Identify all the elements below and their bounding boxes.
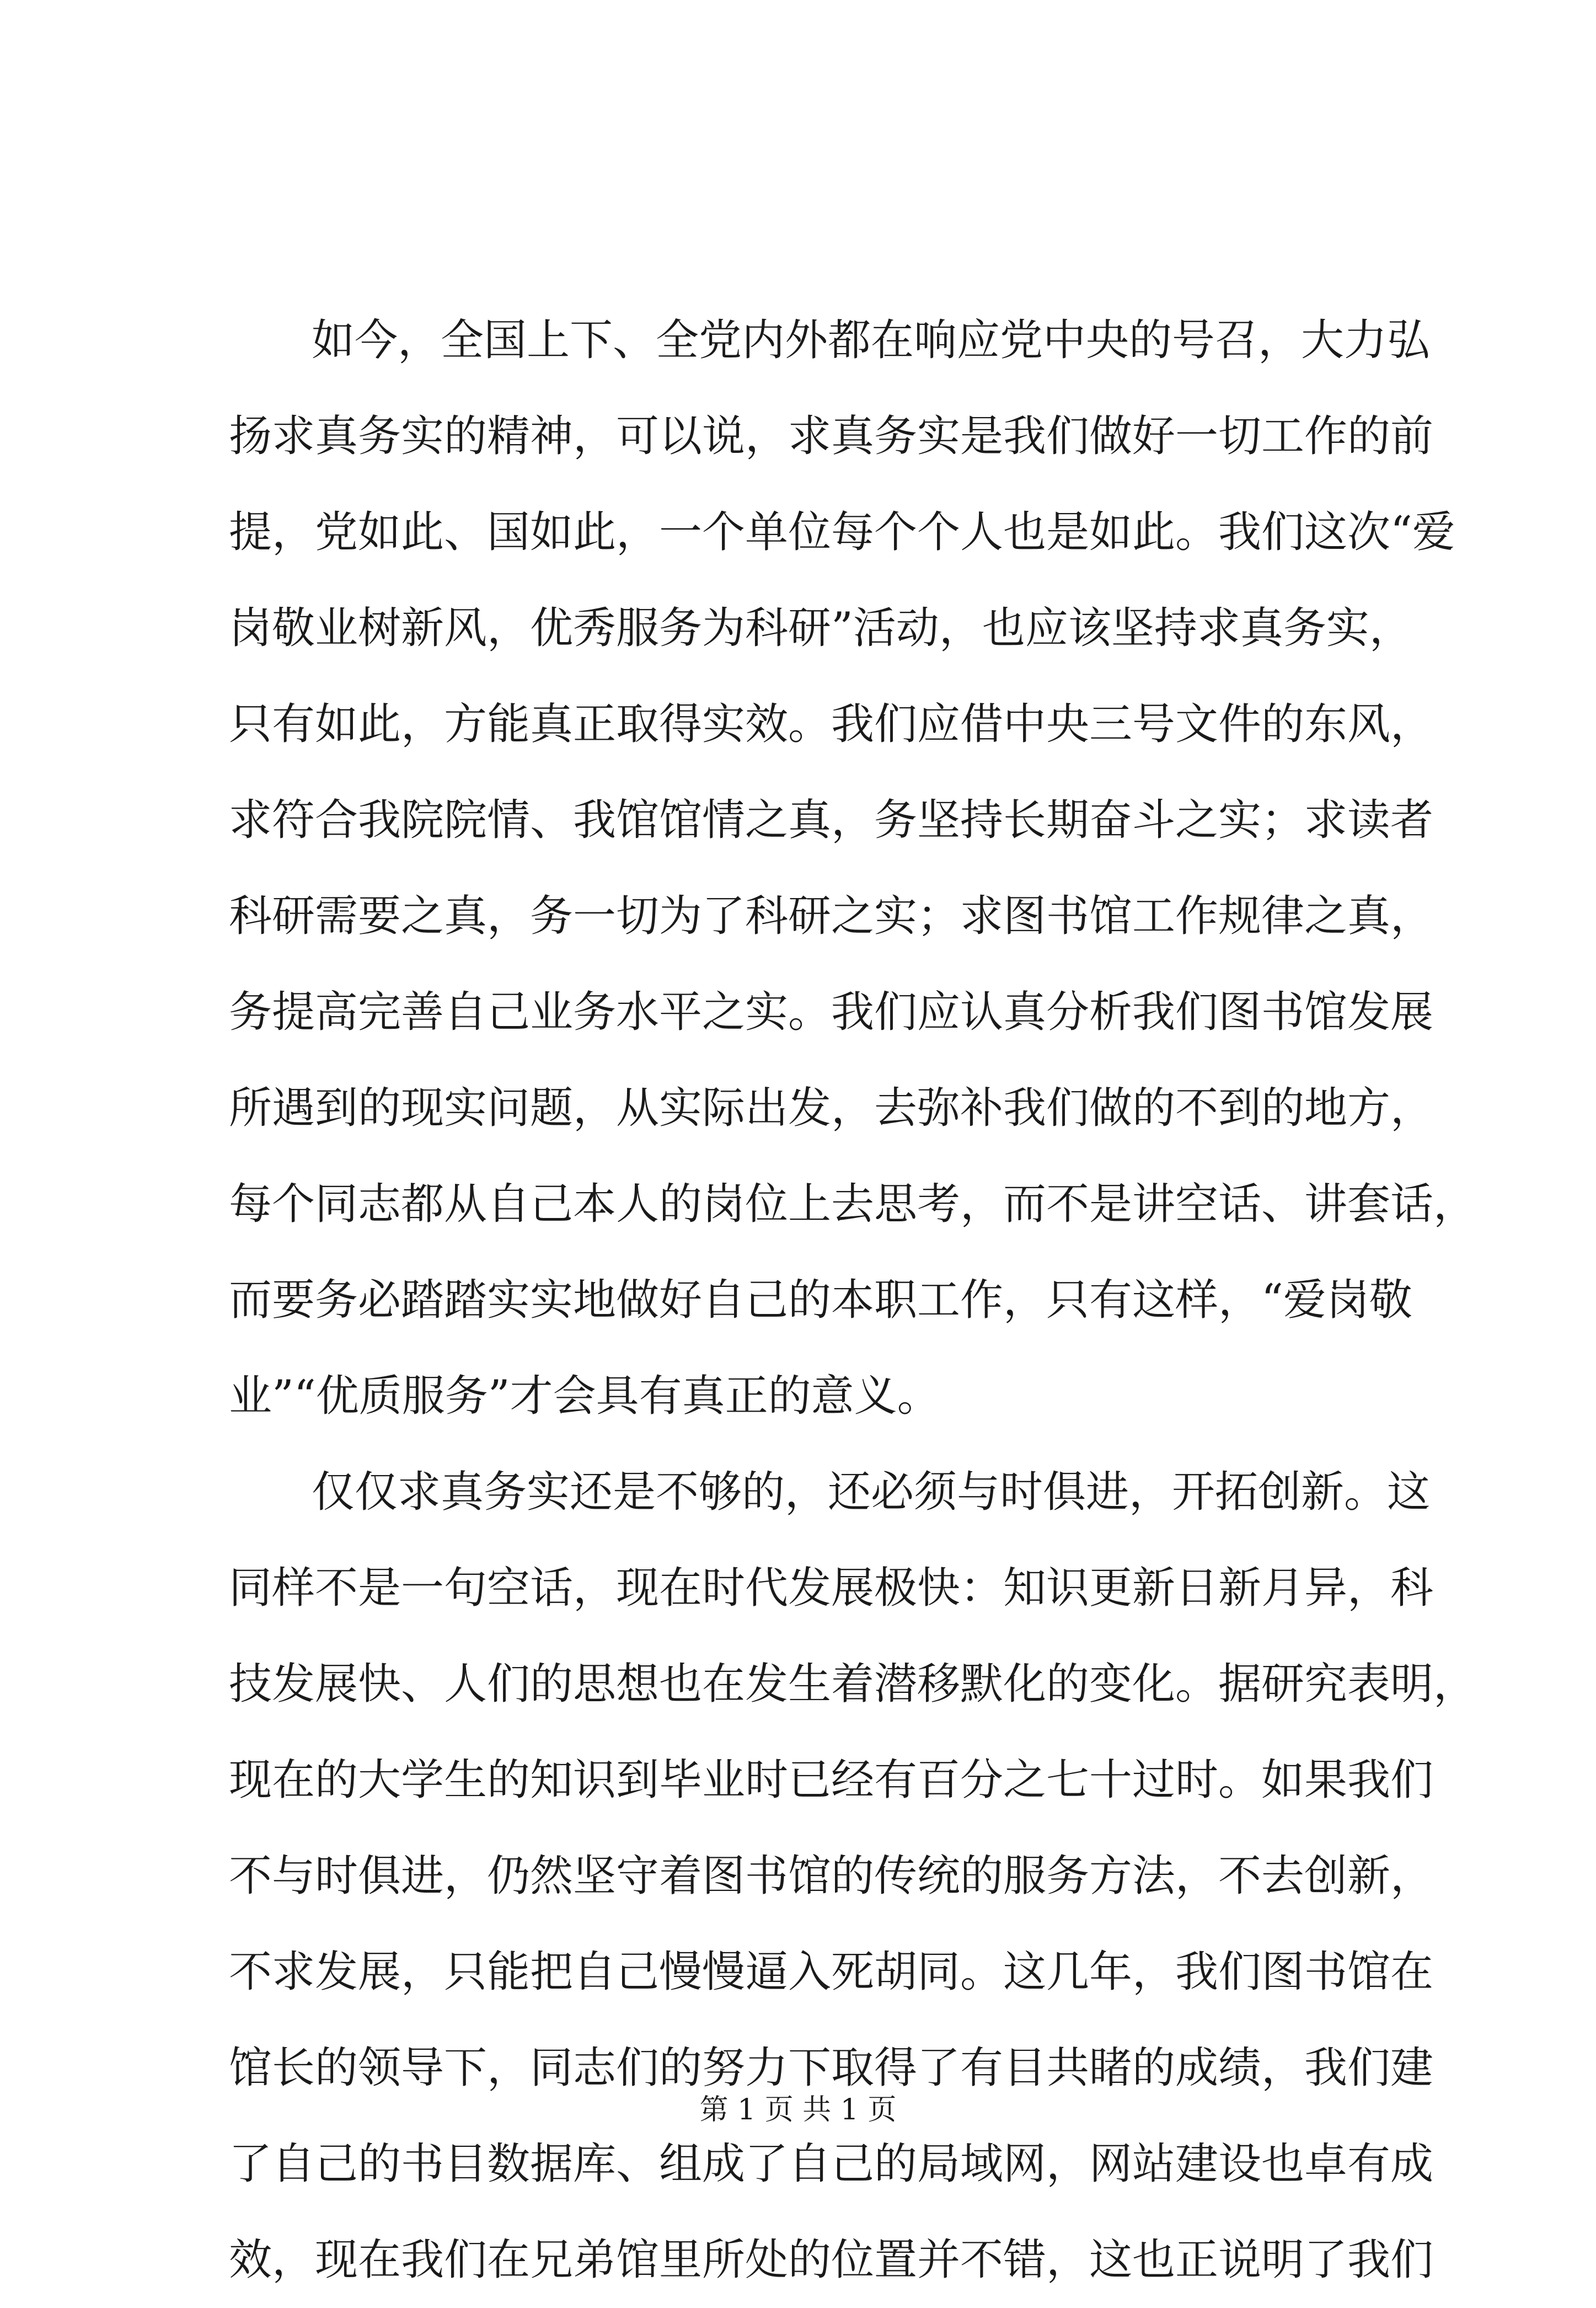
paragraph-1-line-12: 业”“优质服务”才会具有真正的意义。 <box>229 1371 940 1421</box>
document-body <box>229 292 1477 2308</box>
paragraph-2-line-2: 同样不是一句空话，现在时代发展极快：知识更新日新月异，科 <box>229 1563 1434 1613</box>
paragraph-2-line-1: 仅仅求真务实还是不够的，还必须与时俱进，开拓创新。这 <box>312 1467 1431 1517</box>
paragraph-2-line-8: 了自己的书目数据库、组成了自己的局域网，网站建设也卓有成 <box>229 2139 1434 2189</box>
paragraph-1-line-3: 提，党如此、国如此，一个单位每个个人也是如此。我们这次“爱 <box>229 507 1455 557</box>
paragraph-1-line-11: 而要务必踏踏实实地做好自己的本职工作，只有这样，“爱岗敬 <box>229 1275 1412 1325</box>
paragraph-1-line-1: 如今，全国上下、全党内外都在响应党中央的号召，大力弘 <box>312 316 1431 365</box>
paragraph-1-line-2: 扬求真务实的精神，可以说，求真务实是我们做好一切工作的前 <box>229 412 1434 461</box>
paragraph-1-line-4: 岗敬业树新风，优秀服务为科研”活动，也应该坚持求真务实， <box>229 603 1412 653</box>
paragraph-1-line-5: 只有如此，方能真正取得实效。我们应借中央三号文件的东风， <box>229 699 1434 749</box>
page-footer: 第 1 页 共 1 页 <box>699 2093 897 2127</box>
paragraph-2-line-5: 不与时俱进，仍然坚守着图书馆的传统的服务方法，不去创新， <box>229 1851 1434 1901</box>
paragraph-1-line-7: 科研需要之真，务一切为了科研之实；求图书馆工作规律之真， <box>229 891 1434 941</box>
paragraph-1-line-10: 每个同志都从自己本人的岗位上去思考，而不是讲空话、讲套话， <box>229 1179 1477 1229</box>
paragraph-2-line-6: 不求发展，只能把自己慢慢逼入死胡同。这几年，我们图书馆在 <box>229 1947 1434 1997</box>
paragraph-2-line-7: 馆长的领导下，同志们的努力下取得了有目共睹的成绩，我们建 <box>229 2043 1434 2093</box>
paragraph-1-line-6: 求符合我院院情、我馆馆情之真，务坚持长期奋斗之实；求读者 <box>229 795 1434 845</box>
paragraph-1-line-8: 务提高完善自己业务水平之实。我们应认真分析我们图书馆发展 <box>229 987 1434 1037</box>
paragraph-2-line-3: 技发展快、人们的思想也在发生着潜移默化的变化。据研究表明， <box>229 1659 1477 1709</box>
paragraph-2-line-4: 现在的大学生的知识到毕业时已经有百分之七十过时。如果我们 <box>229 1755 1434 1805</box>
paragraph-1-line-9: 所遇到的现实问题，从实际出发，去弥补我们做的不到的地方， <box>229 1083 1434 1133</box>
paragraph-2-line-9: 效，现在我们在兄弟馆里所处的位置并不错，这也正说明了我们 <box>229 2235 1434 2285</box>
